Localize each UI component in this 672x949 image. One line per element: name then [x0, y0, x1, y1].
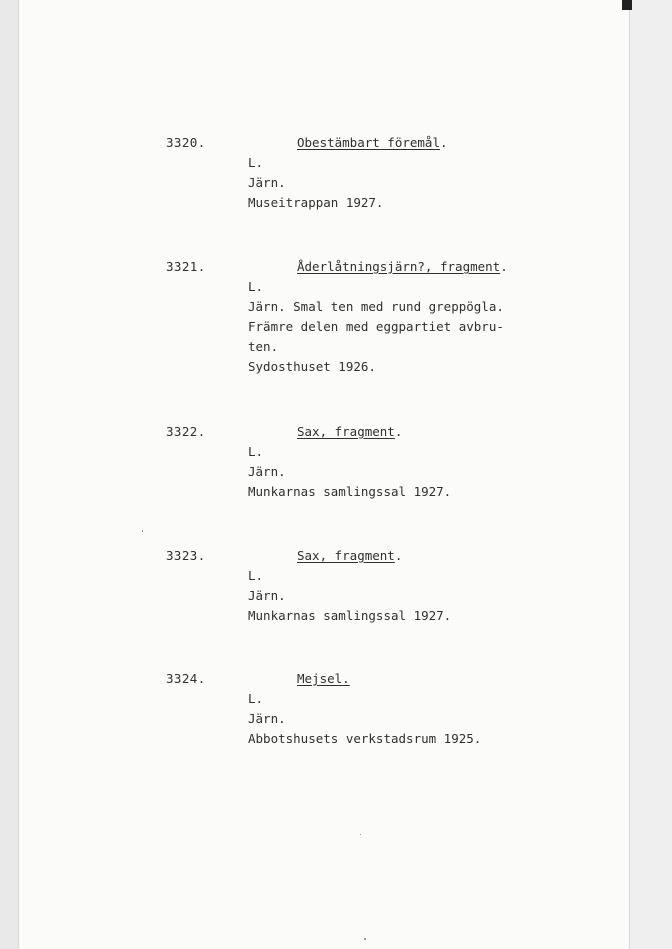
entry-title — [297, 669, 350, 689]
entry-title-text: Obestämbart föremål — [297, 135, 440, 150]
entry-title-suffix: . — [394, 424, 403, 439]
entry-details — [248, 442, 451, 502]
corner-mark — [622, 0, 632, 10]
entry-line: L. — [248, 691, 264, 706]
entry-title-text: Mejsel. — [297, 671, 350, 686]
entry-title-suffix: . — [394, 548, 403, 563]
entry-line: L. — [248, 155, 264, 170]
entry-title-text: Sax, fragment — [297, 548, 395, 563]
entry-details — [248, 277, 504, 377]
entry-line: Sydosthuset 1926. — [248, 359, 376, 374]
entry-line: Främre delen med eggpartiet avbru- — [248, 319, 504, 334]
entry-title-text: Sax, fragment — [297, 424, 395, 439]
entry-details — [248, 566, 451, 626]
entry-line: Järn. — [248, 175, 286, 190]
entry-details — [248, 153, 383, 213]
entry-line: Järn. — [248, 588, 286, 603]
entry-line: L. — [248, 568, 264, 583]
scan-speck — [360, 834, 361, 835]
entry-number: 3324. — [166, 671, 206, 686]
entry-title-text: Åderlåtningsjärn?, fragment — [297, 259, 501, 274]
entry-title — [297, 133, 448, 153]
scan-speck — [142, 530, 143, 532]
entry-number: 3322. — [166, 424, 206, 439]
entry-line: L. — [248, 279, 264, 294]
page-edge — [630, 0, 672, 949]
entry-title — [297, 257, 508, 277]
entry-line: Munkarnas samlingssal 1927. — [248, 484, 452, 499]
entry-line: Munkarnas samlingssal 1927. — [248, 608, 452, 623]
entry-title-suffix: . — [500, 259, 508, 274]
entry-number: 3321. — [166, 259, 206, 274]
entry-line: Abbotshusets verkstadsrum 1925. — [248, 731, 482, 746]
entry-line: L. — [248, 444, 264, 459]
entry-line: Museitrappan 1927. — [248, 195, 384, 210]
entry-number: 3320. — [166, 135, 206, 150]
entry-line: Järn. — [248, 711, 286, 726]
entry-number: 3323. — [166, 548, 206, 563]
entry-title — [297, 546, 402, 566]
entry-title-suffix: . — [440, 135, 448, 150]
scan-speck — [364, 938, 366, 940]
entry-details — [248, 689, 481, 749]
entry-line: ten. — [248, 339, 279, 354]
entry-title — [297, 422, 402, 442]
entry-line: Järn. Smal ten med rund greppögla. — [248, 299, 504, 314]
entry-line: Järn. — [248, 464, 286, 479]
